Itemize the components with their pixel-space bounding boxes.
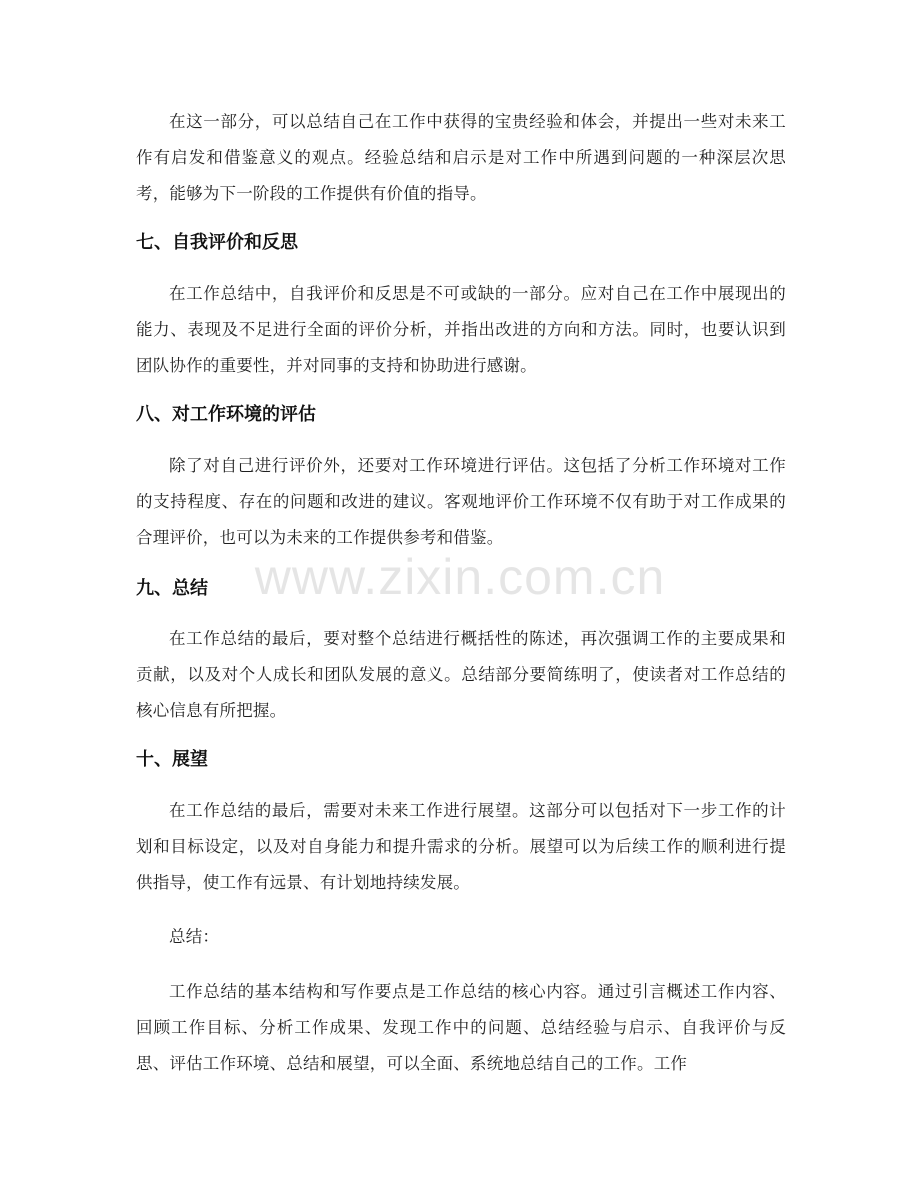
section-heading: 八、对工作环境的评估 bbox=[136, 404, 316, 425]
heading-self-evaluation bbox=[136, 229, 786, 257]
heading-outlook bbox=[136, 746, 786, 774]
paragraph-text: 在工作总结的最后，需要对未来工作进行展望。这部分可以包括对下一步工作的计划和目标设定，以及对自身能力和提升需求的分析。展望可以为后续工作的顺利进行提供指导，使工作有远景、有计划地持续发展。 bbox=[136, 801, 786, 892]
conclusion-label bbox=[136, 919, 786, 955]
heading-environment bbox=[136, 401, 786, 429]
heading-summary bbox=[136, 575, 786, 603]
section-heading: 十、展望 bbox=[136, 749, 208, 770]
paragraph-summary bbox=[136, 621, 786, 729]
paragraph-experience bbox=[136, 104, 786, 212]
paragraph-text: 除了对自己进行评价外，还要对工作环境进行评估。这包括了分析工作环境对工作的支持程度、存在的问题和改进的建议。客观地评价工作环境不仅有助于对工作成果的合理评价，也可以为未来的工作提供参考和借鉴。 bbox=[136, 456, 786, 547]
paragraph-text: 在这一部分，可以总结自己在工作中获得的宝贵经验和体会，并提出一些对未来工作有启发和借鉴意义的观点。经验总结和启示是对工作中所遇到问题的一种深层次思考，能够为下一阶段的工作提供有价值的指导。 bbox=[136, 112, 786, 203]
watermark: www.zixin.com.cn bbox=[254, 549, 666, 605]
paragraph-environment bbox=[136, 448, 786, 556]
paragraph-outlook bbox=[136, 793, 786, 901]
section-heading: 九、总结 bbox=[136, 578, 208, 599]
paragraph-conclusion bbox=[136, 974, 786, 1082]
section-heading: 七、自我评价和反思 bbox=[136, 232, 298, 253]
paragraph-self-evaluation bbox=[136, 276, 786, 384]
paragraph-text: 在工作总结的最后，要对整个总结进行概括性的陈述，再次强调工作的主要成果和贡献，以及对个人成长和团队发展的意义。总结部分要简练明了，使读者对工作总结的核心信息有所把握。 bbox=[136, 629, 786, 720]
paragraph-text: 总结： bbox=[169, 927, 220, 946]
paragraph-text: 工作总结的基本结构和写作要点是工作总结的核心内容。通过引言概述工作内容、回顾工作目标、分析工作成果、发现工作中的问题、总结经验与启示、自我评价与反思、评估工作环境、总结和展望，可以全面、系统地总结自己的工作。工作 bbox=[136, 982, 786, 1073]
paragraph-text: 在工作总结中，自我评价和反思是不可或缺的一部分。应对自己在工作中展现出的能力、表现及不足进行全面的评价分析，并指出改进的方向和方法。同时，也要认识到团队协作的重要性，并对同事的支持和协助进行感谢。 bbox=[136, 284, 786, 375]
